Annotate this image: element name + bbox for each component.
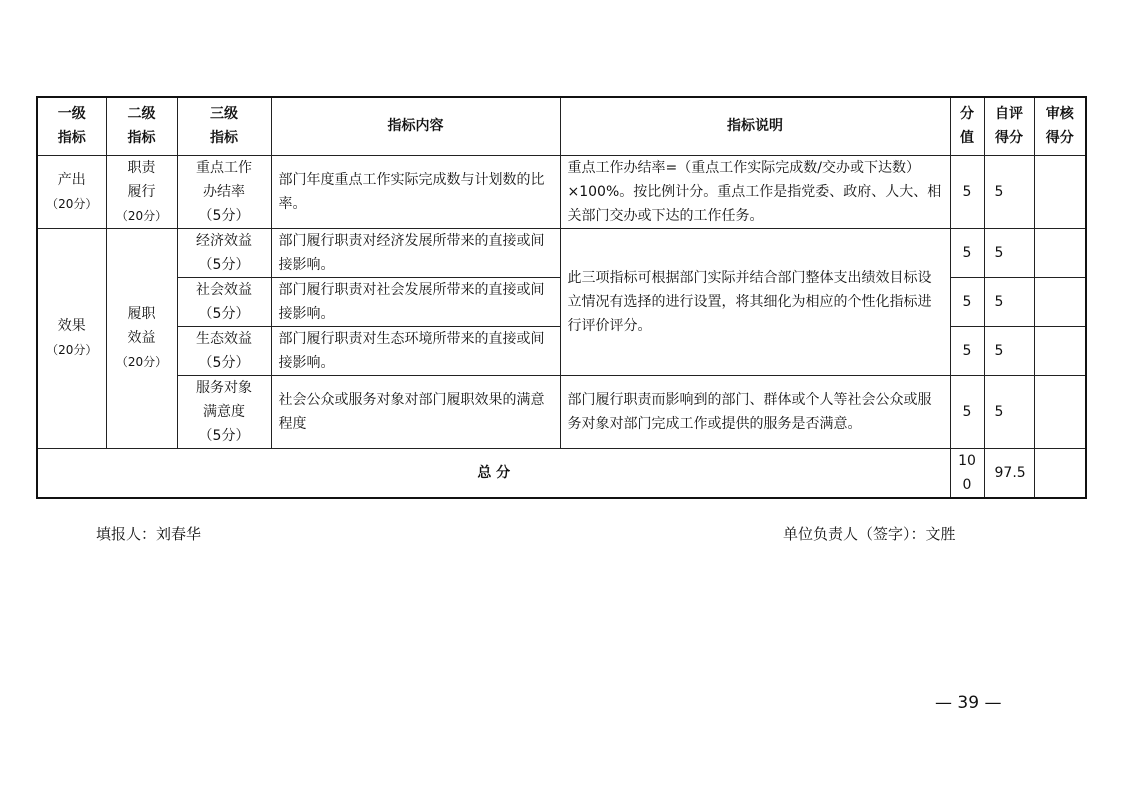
level3-economic: 经济效益 （5分） [177, 228, 271, 277]
audit-score-cell [1034, 277, 1086, 326]
header-content: 指标内容 [271, 97, 560, 155]
filler-signature: 填报人：刘春华 [96, 525, 202, 543]
score-value: 5 [950, 375, 984, 448]
self-score-value: 5 [984, 375, 1034, 448]
header-level2: 二级 指标 [106, 97, 177, 155]
level3-social: 社会效益 （5分） [177, 277, 271, 326]
header-level1: 一级 指标 [37, 97, 106, 155]
total-label: 总 分 [37, 448, 950, 498]
audit-score-cell [1034, 155, 1086, 228]
score-value: 5 [950, 277, 984, 326]
content-economic: 部门履行职责对经济发展所带来的直接或间接影响。 [271, 228, 560, 277]
total-score: 10 0 [950, 448, 984, 498]
table-row-satisfaction [37, 375, 1086, 448]
total-self-score: 97.5 [984, 448, 1034, 498]
level3-key-work: 重点工作 办结率 （5分） [177, 155, 271, 228]
header-explanation: 指标说明 [560, 97, 950, 155]
level3-ecological: 生态效益 （5分） [177, 326, 271, 375]
leader-signature: 单位负责人（签字）：文胜 [783, 525, 956, 543]
self-score-value: 5 [984, 155, 1034, 228]
level1-output: 产出 （20分） [37, 155, 106, 228]
page-number: — 39 — [935, 693, 1002, 713]
self-score-value: 5 [984, 228, 1034, 277]
header-level3: 三级 指标 [177, 97, 271, 155]
self-score-value: 5 [984, 277, 1034, 326]
content-social: 部门履行职责对社会发展所带来的直接或间接影响。 [271, 277, 560, 326]
level2-performance: 履职 效益 （20分） [106, 228, 177, 448]
content-satisfaction: 社会公众或服务对象对部门履职效果的满意程度 [271, 375, 560, 448]
explanation-shared: 此三项指标可根据部门实际并结合部门整体支出绩效目标设立情况有选择的进行设置，将其细化为相应的个性化指标进行评价评分。 [560, 228, 950, 375]
evaluation-table [36, 96, 1087, 499]
explanation-key-work: 重点工作办结率=（重点工作实际完成数/交办或下达数）×100%。按比例计分。重点工作是指党委、政府、人大、相关部门交办或下达的工作任务。 [560, 155, 950, 228]
explanation-satisfaction: 部门履行职责而影响到的部门、群体或个人等社会公众或服务对象对部门完成工作或提供的服务是否满意。 [560, 375, 950, 448]
audit-score-cell [1034, 326, 1086, 375]
table-row-output [37, 155, 1086, 228]
total-audit-score [1034, 448, 1086, 498]
header-self-score: 自评 得分 [984, 97, 1034, 155]
score-value: 5 [950, 228, 984, 277]
content-ecological: 部门履行职责对生态环境所带来的直接或间接影响。 [271, 326, 560, 375]
header-audit-score: 审核 得分 [1034, 97, 1086, 155]
level3-satisfaction: 服务对象 满意度 （5分） [177, 375, 271, 448]
score-value: 5 [950, 155, 984, 228]
level2-duty: 职责 履行 （20分） [106, 155, 177, 228]
header-score: 分 值 [950, 97, 984, 155]
content-key-work: 部门年度重点工作实际完成数与计划数的比率。 [271, 155, 560, 228]
audit-score-cell [1034, 375, 1086, 448]
self-score-value: 5 [984, 326, 1034, 375]
header-row [37, 97, 1086, 155]
level1-effect: 效果 （20分） [37, 228, 106, 448]
table-row-total [37, 448, 1086, 498]
score-value: 5 [950, 326, 984, 375]
table-row-economic [37, 228, 1086, 277]
audit-score-cell [1034, 228, 1086, 277]
